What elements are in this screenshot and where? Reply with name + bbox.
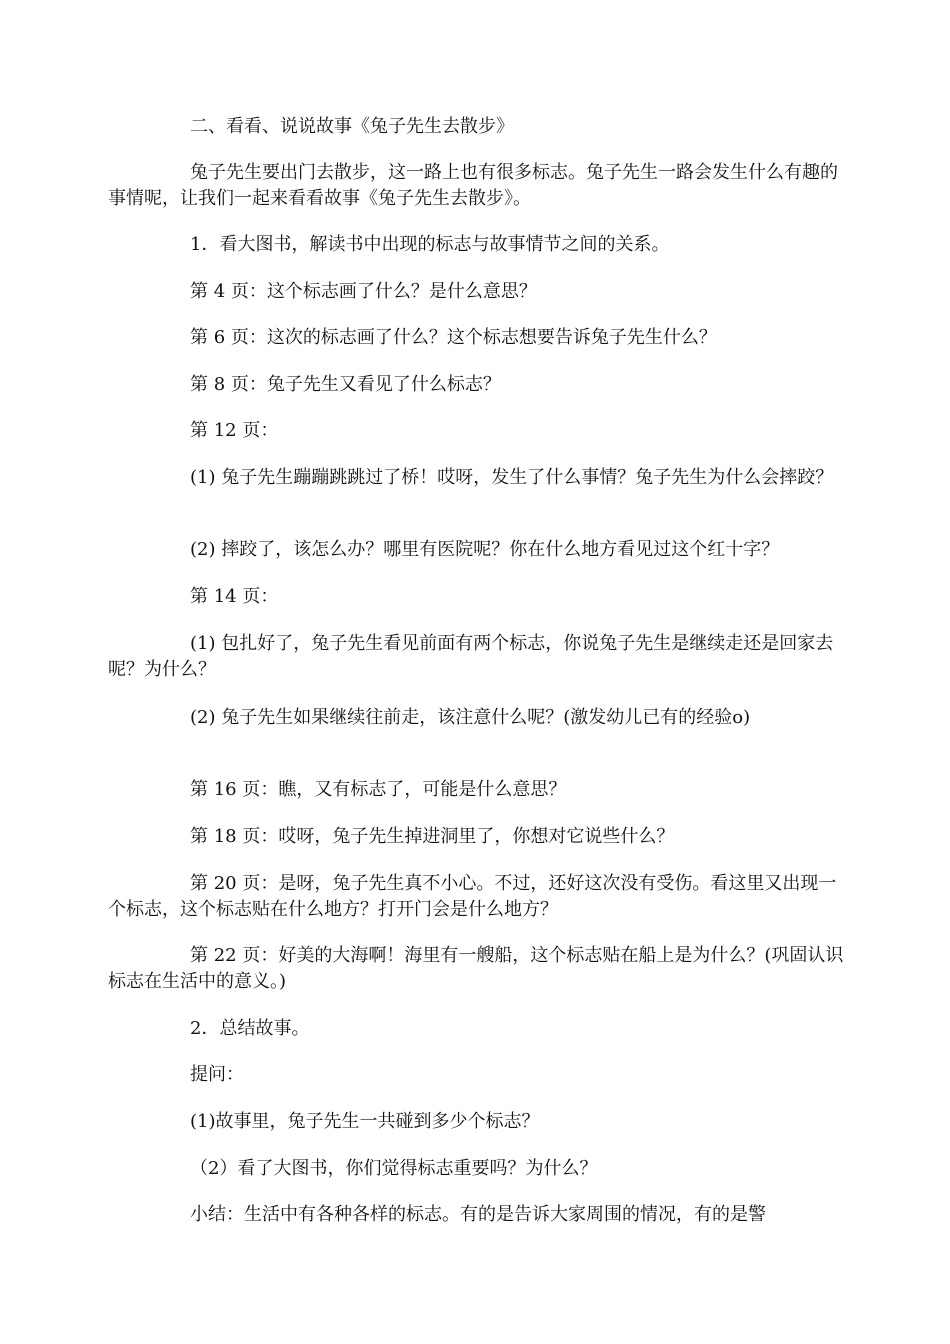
paragraph: 第 22 页：好美的大海啊！海里有一艘船，这个标志贴在船上是为什么？(巩固认识标志在生活中的意义。) [108,945,844,992]
paragraph: 第 4 页：这个标志画了什么？是什么意思？ [190,281,537,302]
section-heading: 二、看看、说说故事《兔子先生去散步》 [190,116,514,137]
paragraph: 第 12 页： [190,420,279,441]
paragraph: 第 20 页：是呀，兔子先生真不小心。不过，还好这次没有受伤。看这里又出现一个标志，这个标志贴在什么地方？打开门会是什么地方？ [108,873,837,920]
paragraph: (1) 兔子先生蹦蹦跳跳过了桥！哎呀，发生了什么事情？兔子先生为什么会摔跤？ [190,467,834,488]
step-heading: 1．看大图书，解读书中出现的标志与故事情节之间的关系。 [190,234,670,255]
paragraph: 第 8 页：兔子先生又看见了什么标志？ [190,374,501,395]
paragraph: 第 14 页： [190,586,279,607]
paragraph: 第 18 页：哎呀，兔子先生掉进洞里了，你想对它说些什么？ [190,826,675,847]
paragraph: (1) 包扎好了，兔子先生看见前面有两个标志，你说兔子先生是继续走还是回家去呢？为什么？ [108,633,834,680]
paragraph: 小结：生活中有各种各样的标志。有的是告诉大家周围的情况，有的是警 [190,1204,766,1225]
paragraph: （2）看了大图书，你们觉得标志重要吗？为什么？ [190,1158,598,1179]
paragraph: 第 16 页：瞧，又有标志了，可能是什么意思？ [190,779,567,800]
step-heading: 2．总结故事。 [190,1018,310,1039]
paragraph: 第 6 页：这次的标志画了什么？这个标志想要告诉兔子先生什么？ [190,327,717,348]
paragraph: 提问： [190,1064,244,1085]
paragraph: (2) 摔跤了，该怎么办？哪里有医院呢？你在什么地方看见过这个红十字？ [190,539,780,560]
paragraph: (2) 兔子先生如果继续往前走，该注意什么呢？(激发幼儿已有的经验o) [190,707,751,728]
paragraph: 兔子先生要出门去散步，这一路上也有很多标志。兔子先生一路会发生什么有趣的事情呢，让我们一起来看看故事《兔子先生去散步》。 [108,162,838,209]
paragraph: (1)故事里，兔子先生一共碰到多少个标志？ [190,1111,540,1132]
